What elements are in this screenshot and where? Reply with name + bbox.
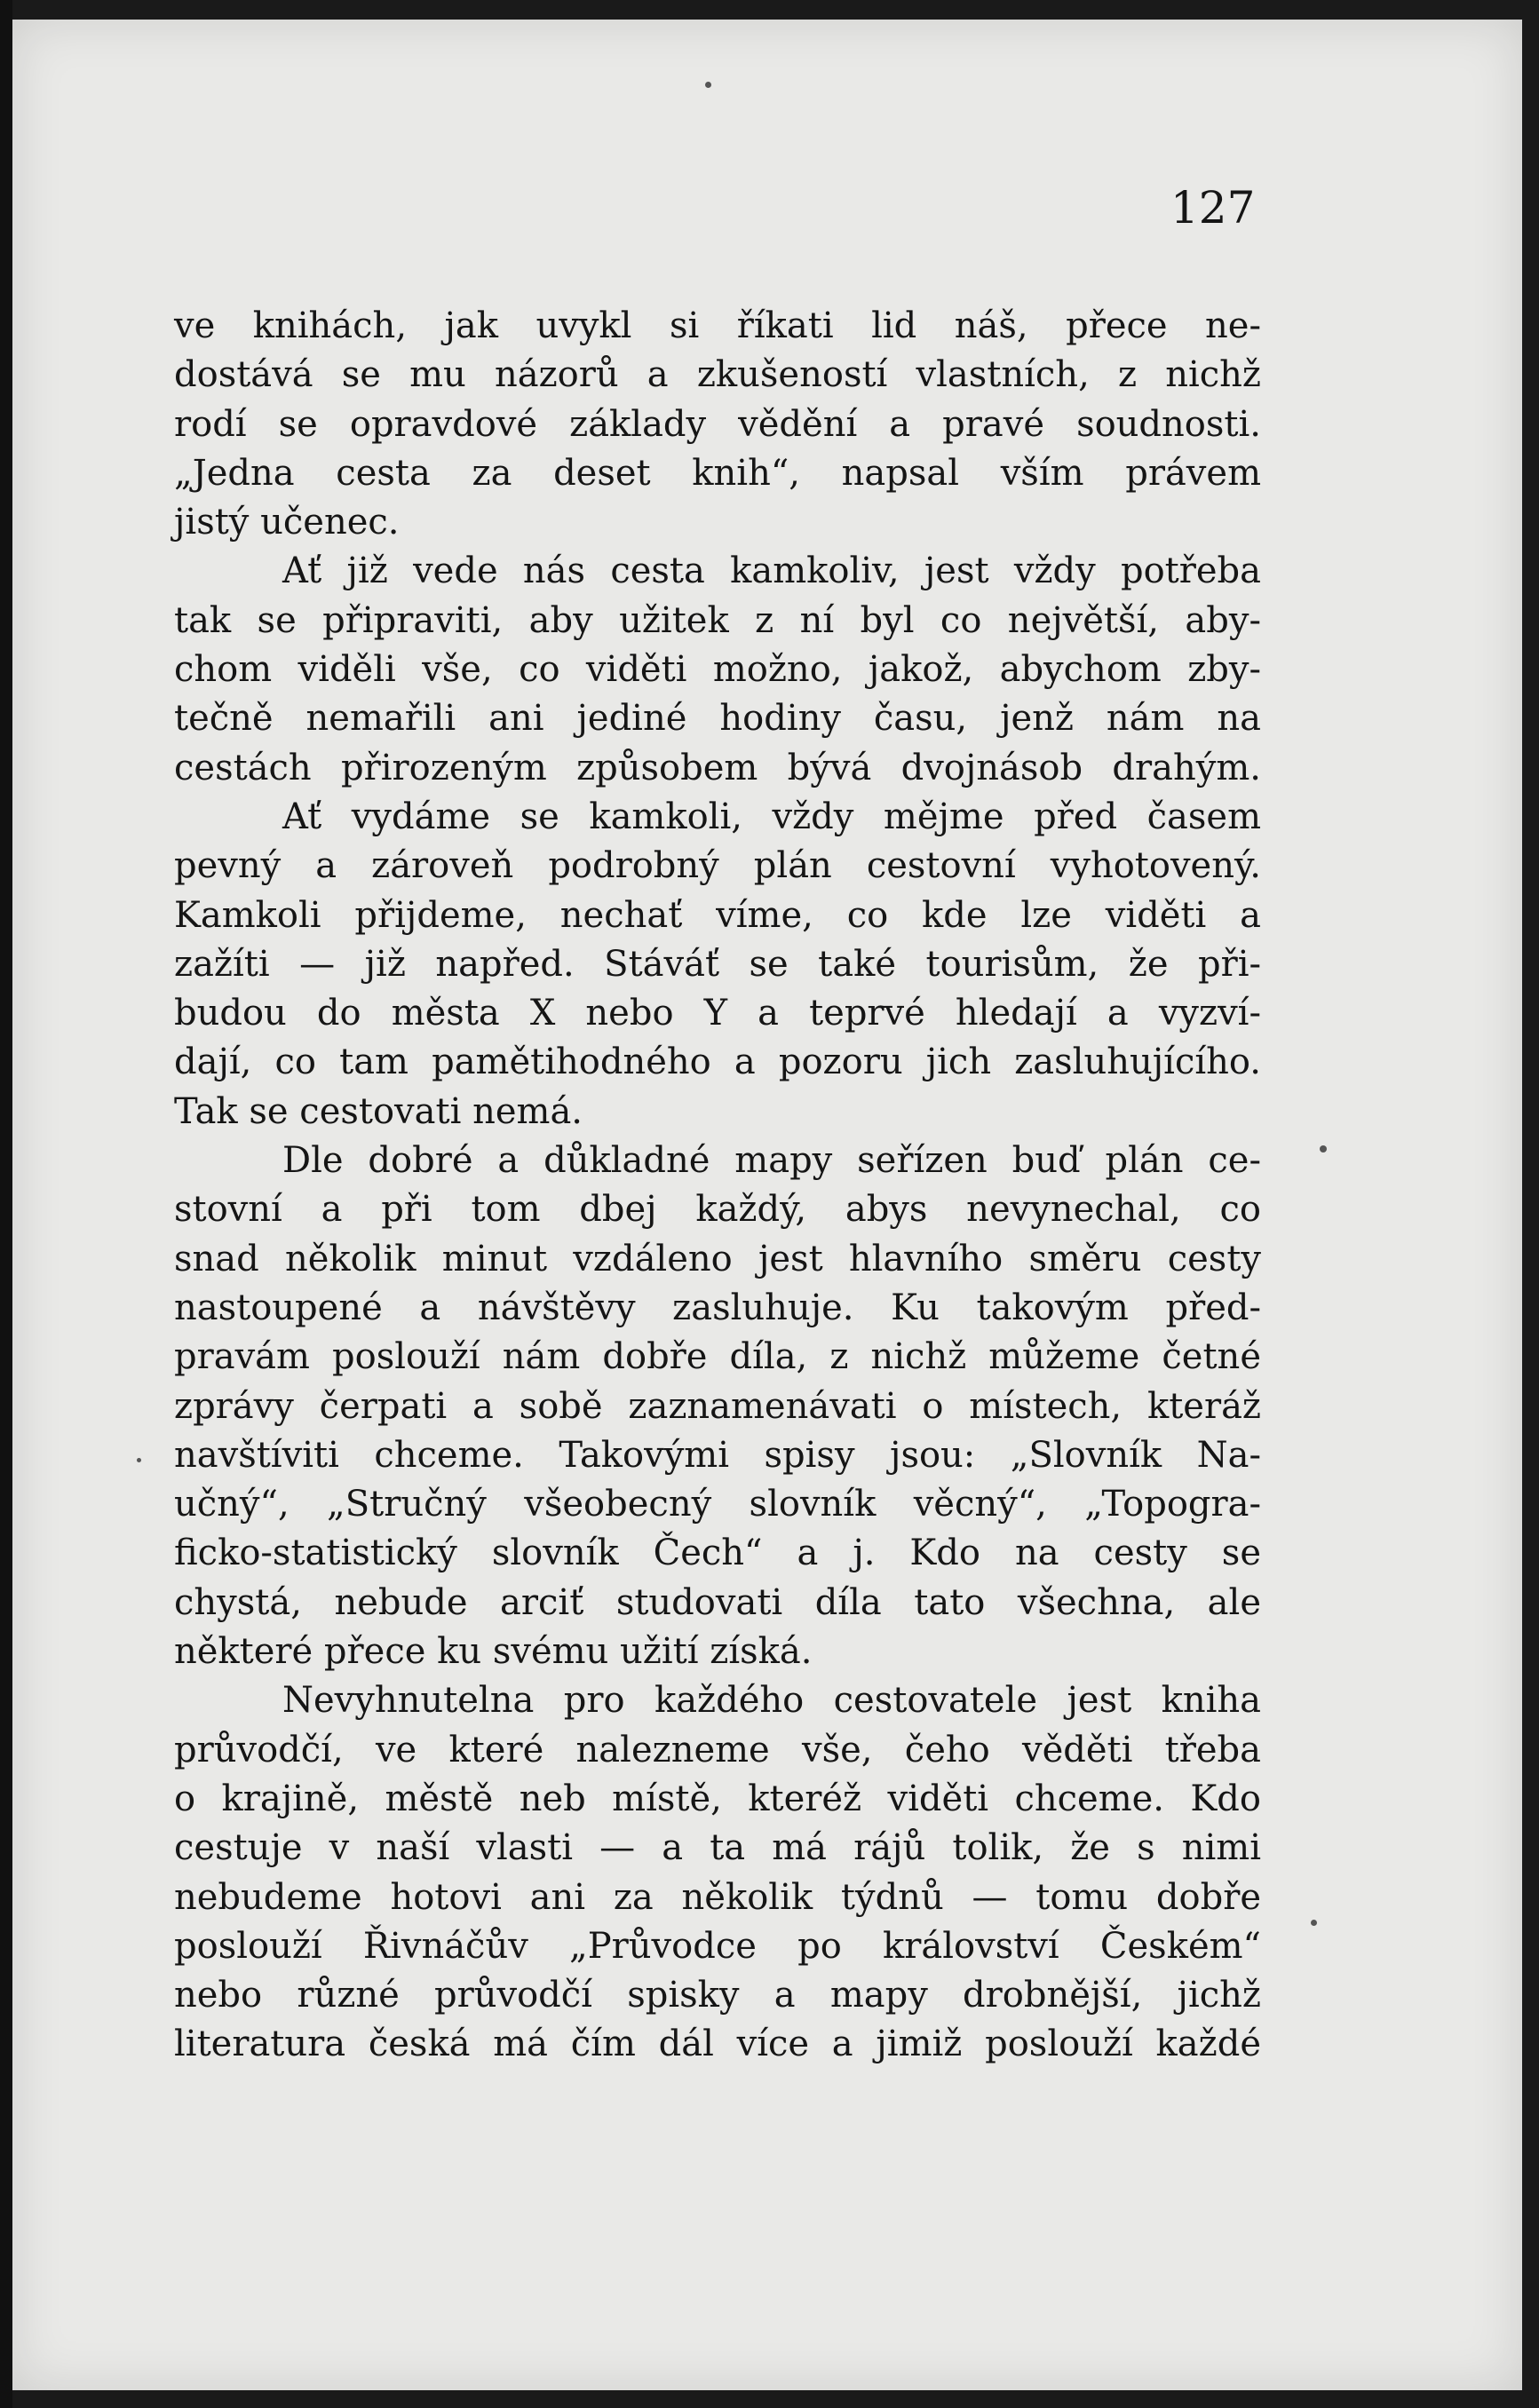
- text-line: tečně nemařili ani jediné hodiny času, jenž nám na: [174, 698, 1261, 740]
- body-text: [174, 302, 1261, 2070]
- text-line: učný“, „Stručný všeobecný slovník věcný“, „Topogra-: [174, 1484, 1261, 1525]
- scan-left-edge: [0, 0, 12, 2408]
- text-line: nebo různé průvodčí spisky a mapy drobnější, jichž: [174, 1975, 1261, 2016]
- text-line: „Jedna cesta za deset knih“, napsal vším právem: [174, 452, 1261, 494]
- text-line: Kamkoli přijdeme, nechať víme, co kde lze viděti a: [174, 894, 1261, 936]
- text-line: jistý učenec.: [174, 502, 400, 543]
- text-line: chystá, nebude arciť studovati díla tato všechna, ale: [174, 1581, 1261, 1623]
- text-line: nebudeme hotovi ani za několik týdnů — tomu dobře: [174, 1876, 1261, 1918]
- text-line: zažíti — již napřed. Stáváť se také tourisům, že při-: [174, 943, 1261, 985]
- scan-speck: [705, 82, 711, 88]
- text-line: Tak se cestovati nemá.: [174, 1090, 583, 1132]
- text-line: cestách přirozeným způsobem bývá dvojnásob drahým.: [174, 747, 1261, 788]
- text-line: nastoupené a návštěvy zasluhuje. Ku takovým před-: [174, 1287, 1261, 1328]
- text-line: průvodčí, ve které nalezneme vše, čeho věděti třeba: [174, 1729, 1261, 1770]
- text-line: stovní a při tom dbej každý, abys nevynechal, co: [174, 1189, 1261, 1231]
- text-line: pravám poslouží nám dobře díla, z nichž můžeme četné: [174, 1336, 1261, 1378]
- text-line: dají, co tam pamětihodného a pozoru jich zasluhujícího.: [174, 1042, 1261, 1083]
- text-line: ficko-statistický slovník Čech“ a j. Kdo na cesty se: [174, 1533, 1261, 1574]
- text-line: rodí se opravdové základy vědění a pravé soudnosti.: [174, 403, 1261, 445]
- text-line: dostává se mu názorů a zkušeností vlastních, z nichž: [174, 354, 1261, 396]
- text-line: snad několik minut vzdáleno jest hlavního směru cesty: [174, 1238, 1261, 1279]
- text-line: zprávy čerpati a sobě zaznamenávati o místech, kteráž: [174, 1385, 1261, 1427]
- text-line: některé přece ku svému užití získá.: [174, 1631, 813, 1673]
- scan-speck: [137, 1458, 141, 1462]
- text-line: pevný a zároveň podrobný plán cestovní vyhotovený.: [174, 845, 1261, 887]
- text-line: navštíviti chceme. Takovými spisy jsou: „Slovník Na-: [174, 1434, 1261, 1476]
- text-line: poslouží Řivnáčův „Průvodce po království Českém“: [174, 1925, 1261, 1967]
- text-line: o krajině, městě neb místě, kteréž viděti chceme. Kdo: [174, 1778, 1261, 1819]
- text-line: literatura česká má čím dál více a jimiž poslouží každé: [174, 2024, 1261, 2065]
- text-line: Ať již vede nás cesta kamkoliv, jest vždy potřeba: [282, 551, 1261, 592]
- text-line: ve knihách, jak uvykl si říkati lid náš, přece ne-: [174, 305, 1261, 346]
- scan-speck: [1311, 1920, 1317, 1926]
- text-line: Nevyhnutelna pro každého cestovatele jest kniha: [282, 1680, 1261, 1722]
- text-line: budou do města X nebo Y a teprvé hledají a vyzví-: [174, 993, 1261, 1034]
- text-line: tak se připraviti, aby užitek z ní byl co největší, aby-: [174, 599, 1261, 641]
- text-line: Dle dobré a důkladné mapy seřízen buď plán ce-: [282, 1140, 1261, 1182]
- scan-speck: [1320, 1145, 1327, 1153]
- text-line: chom viděli vše, co viděti možno, jakož, abychom zby-: [174, 649, 1261, 691]
- text-line: cestuje v naší vlasti — a ta má rájů tolik, že s nimi: [174, 1827, 1261, 1869]
- text-line: Ať vydáme se kamkoli, vždy mějme před časem: [282, 796, 1261, 837]
- page-number: 127: [1170, 182, 1256, 234]
